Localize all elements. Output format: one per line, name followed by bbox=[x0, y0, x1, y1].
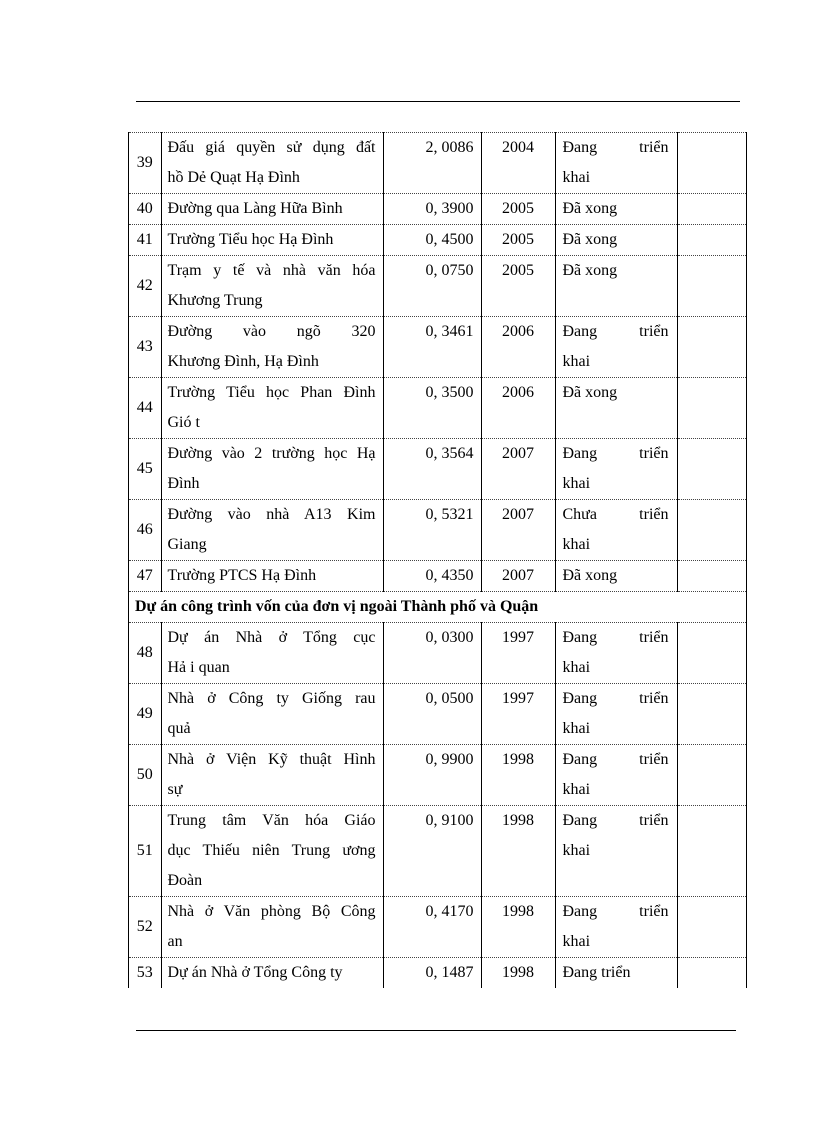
row-number: 47 bbox=[129, 561, 161, 592]
row-number: 46 bbox=[129, 500, 161, 561]
project-name-line: Đoàn bbox=[167, 872, 203, 889]
notes-cell bbox=[677, 225, 746, 256]
table-row bbox=[129, 623, 746, 684]
notes-cell bbox=[677, 378, 746, 439]
status-line: khai bbox=[562, 659, 591, 676]
table-row bbox=[129, 806, 746, 897]
area-value: 0, 3564 bbox=[383, 439, 481, 500]
status-cell bbox=[555, 225, 677, 256]
project-name-cell bbox=[161, 561, 383, 592]
area-value: 0, 3461 bbox=[383, 317, 481, 378]
notes-cell bbox=[677, 256, 746, 317]
section-title: Dự án công trình vốn của đơn vị ngoài Thành phố và Quận bbox=[129, 592, 746, 623]
year-value: 2004 bbox=[481, 133, 555, 194]
table-row bbox=[129, 378, 746, 439]
status-line: khai bbox=[562, 353, 591, 370]
notes-cell bbox=[677, 684, 746, 745]
project-name-cell bbox=[161, 378, 383, 439]
notes-cell bbox=[677, 561, 746, 592]
status-cell bbox=[555, 378, 677, 439]
project-name-line: Trạm y tế và nhà văn hóa bbox=[167, 262, 376, 279]
project-name-line: Đường vào 2 trường học Hạ bbox=[167, 445, 376, 462]
project-name-cell bbox=[161, 684, 383, 745]
table-row bbox=[129, 500, 746, 561]
area-value: 0, 9900 bbox=[383, 745, 481, 806]
status-line: Đang triển bbox=[562, 323, 669, 340]
table-row bbox=[129, 897, 746, 958]
project-name-cell bbox=[161, 256, 383, 317]
status-cell bbox=[555, 500, 677, 561]
project-name-line: Đình bbox=[167, 475, 200, 492]
status-line: Đang triển bbox=[562, 964, 631, 981]
area-value: 0, 4350 bbox=[383, 561, 481, 592]
year-value: 1998 bbox=[481, 806, 555, 897]
year-value: 1997 bbox=[481, 684, 555, 745]
status-line: Đã xong bbox=[562, 200, 618, 217]
status-cell bbox=[555, 806, 677, 897]
area-value: 0, 1487 bbox=[383, 958, 481, 989]
status-cell bbox=[555, 256, 677, 317]
status-line: khai bbox=[562, 781, 591, 798]
project-name-cell bbox=[161, 958, 383, 989]
project-name-line: Khương Đình, Hạ Đình bbox=[167, 353, 319, 370]
project-name-line: Trường Tiểu học Phan Đình bbox=[167, 384, 376, 401]
project-name-line: quả bbox=[167, 720, 191, 737]
row-number: 45 bbox=[129, 439, 161, 500]
table-row bbox=[129, 958, 746, 989]
notes-cell bbox=[677, 439, 746, 500]
status-line: Đã xong bbox=[562, 231, 618, 248]
year-value: 2007 bbox=[481, 500, 555, 561]
project-name-line: Đường vào nhà A13 Kim bbox=[167, 506, 376, 523]
status-line: Đang triển bbox=[562, 629, 669, 646]
status-line: Đang triển bbox=[562, 751, 669, 768]
year-value: 2007 bbox=[481, 439, 555, 500]
status-cell bbox=[555, 133, 677, 194]
area-value: 0, 0500 bbox=[383, 684, 481, 745]
project-name-line: Gió t bbox=[167, 414, 200, 431]
status-cell bbox=[555, 958, 677, 989]
status-line: Đã xong bbox=[562, 262, 618, 279]
status-line: Đang triển bbox=[562, 812, 669, 829]
status-line: khai bbox=[562, 720, 591, 737]
status-cell bbox=[555, 194, 677, 225]
project-name-line: Dự án Nhà ở Tổng cục bbox=[167, 629, 376, 646]
status-line: khai bbox=[562, 842, 591, 859]
row-number: 50 bbox=[129, 745, 161, 806]
area-value: 0, 3500 bbox=[383, 378, 481, 439]
project-name-line: Đường vào ngõ 320 bbox=[167, 323, 376, 340]
row-number: 43 bbox=[129, 317, 161, 378]
project-name-line: Hả i quan bbox=[167, 659, 230, 676]
row-number: 44 bbox=[129, 378, 161, 439]
project-name-cell bbox=[161, 133, 383, 194]
status-line: khai bbox=[562, 933, 591, 950]
year-value: 2005 bbox=[481, 194, 555, 225]
year-value: 2007 bbox=[481, 561, 555, 592]
year-value: 1998 bbox=[481, 745, 555, 806]
status-line: khai bbox=[562, 536, 591, 553]
project-name-cell bbox=[161, 623, 383, 684]
table-row bbox=[129, 561, 746, 592]
table-row bbox=[129, 684, 746, 745]
notes-cell bbox=[677, 317, 746, 378]
status-line: Đang triển bbox=[562, 690, 669, 707]
status-cell bbox=[555, 684, 677, 745]
year-value: 2005 bbox=[481, 225, 555, 256]
year-value: 2006 bbox=[481, 317, 555, 378]
area-value: 0, 0300 bbox=[383, 623, 481, 684]
notes-cell bbox=[677, 194, 746, 225]
year-value: 1997 bbox=[481, 623, 555, 684]
project-name-cell bbox=[161, 317, 383, 378]
table-row bbox=[129, 745, 746, 806]
notes-cell bbox=[677, 623, 746, 684]
project-name-line: Nhà ở Văn phòng Bộ Công bbox=[167, 903, 376, 920]
table-row bbox=[129, 317, 746, 378]
row-number: 42 bbox=[129, 256, 161, 317]
status-cell bbox=[555, 561, 677, 592]
table-row bbox=[129, 225, 746, 256]
status-cell bbox=[555, 897, 677, 958]
project-name-line: Giang bbox=[167, 536, 207, 553]
project-name-line: Nhà ở Công ty Giống rau bbox=[167, 690, 376, 707]
project-name-line: Đường qua Làng Hữa Bình bbox=[167, 200, 343, 217]
status-cell bbox=[555, 317, 677, 378]
table-row bbox=[129, 256, 746, 317]
row-number: 39 bbox=[129, 133, 161, 194]
project-table bbox=[128, 132, 747, 988]
project-name-line: hồ Dẻ Quạt Hạ Đình bbox=[167, 169, 300, 186]
status-cell bbox=[555, 623, 677, 684]
notes-cell bbox=[677, 745, 746, 806]
year-value: 1998 bbox=[481, 958, 555, 989]
notes-cell bbox=[677, 133, 746, 194]
project-name-line: an bbox=[167, 933, 183, 950]
row-number: 49 bbox=[129, 684, 161, 745]
row-number: 41 bbox=[129, 225, 161, 256]
project-name-line: Nhà ở Viện Kỹ thuật Hình bbox=[167, 751, 376, 768]
status-line: Đang triển bbox=[562, 445, 669, 462]
status-line: khai bbox=[562, 169, 591, 186]
project-name-cell bbox=[161, 194, 383, 225]
status-line: Đã xong bbox=[562, 567, 618, 584]
project-name-line: Khương Trung bbox=[167, 292, 263, 309]
project-name-line: Trường PTCS Hạ Đình bbox=[167, 567, 317, 584]
section-row bbox=[129, 592, 746, 623]
table-row bbox=[129, 439, 746, 500]
project-name-cell bbox=[161, 897, 383, 958]
project-name-cell bbox=[161, 500, 383, 561]
project-name-line: Đấu giá quyền sử dụng đất bbox=[167, 139, 376, 156]
status-line: Chưa triển bbox=[562, 506, 669, 523]
status-cell bbox=[555, 439, 677, 500]
area-value: 2, 0086 bbox=[383, 133, 481, 194]
project-name-line: Trường Tiểu học Hạ Đình bbox=[167, 231, 334, 248]
notes-cell bbox=[677, 958, 746, 989]
year-value: 1998 bbox=[481, 897, 555, 958]
notes-cell bbox=[677, 500, 746, 561]
notes-cell bbox=[677, 806, 746, 897]
project-name-cell bbox=[161, 745, 383, 806]
header-rule bbox=[136, 101, 740, 102]
year-value: 2006 bbox=[481, 378, 555, 439]
area-value: 0, 0750 bbox=[383, 256, 481, 317]
status-line: khai bbox=[562, 475, 591, 492]
area-value: 0, 3900 bbox=[383, 194, 481, 225]
status-line: Đang triển bbox=[562, 139, 669, 156]
status-cell bbox=[555, 745, 677, 806]
row-number: 53 bbox=[136, 964, 153, 981]
table-row bbox=[129, 133, 746, 194]
table-row bbox=[129, 194, 746, 225]
row-number: 40 bbox=[129, 194, 161, 225]
row-number: 52 bbox=[129, 897, 161, 958]
row-number: 51 bbox=[129, 806, 161, 897]
project-name-cell bbox=[161, 225, 383, 256]
area-value: 0, 9100 bbox=[383, 806, 481, 897]
footer-rule bbox=[136, 1030, 736, 1031]
area-value: 0, 5321 bbox=[383, 500, 481, 561]
project-name-line: dục Thiếu niên Trung ương bbox=[167, 842, 376, 859]
project-name-cell bbox=[161, 806, 383, 897]
row-number: 48 bbox=[129, 623, 161, 684]
status-line: Đã xong bbox=[562, 384, 618, 401]
project-name-cell bbox=[161, 439, 383, 500]
project-name-line: Dự án Nhà ở Tổng Công ty bbox=[167, 964, 343, 981]
year-value: 2005 bbox=[481, 256, 555, 317]
area-value: 0, 4170 bbox=[383, 897, 481, 958]
area-value: 0, 4500 bbox=[383, 225, 481, 256]
status-line: Đang triển bbox=[562, 903, 669, 920]
project-name-line: Trung tâm Văn hóa Giáo bbox=[167, 812, 376, 829]
project-name-line: sự bbox=[167, 781, 183, 798]
notes-cell bbox=[677, 897, 746, 958]
